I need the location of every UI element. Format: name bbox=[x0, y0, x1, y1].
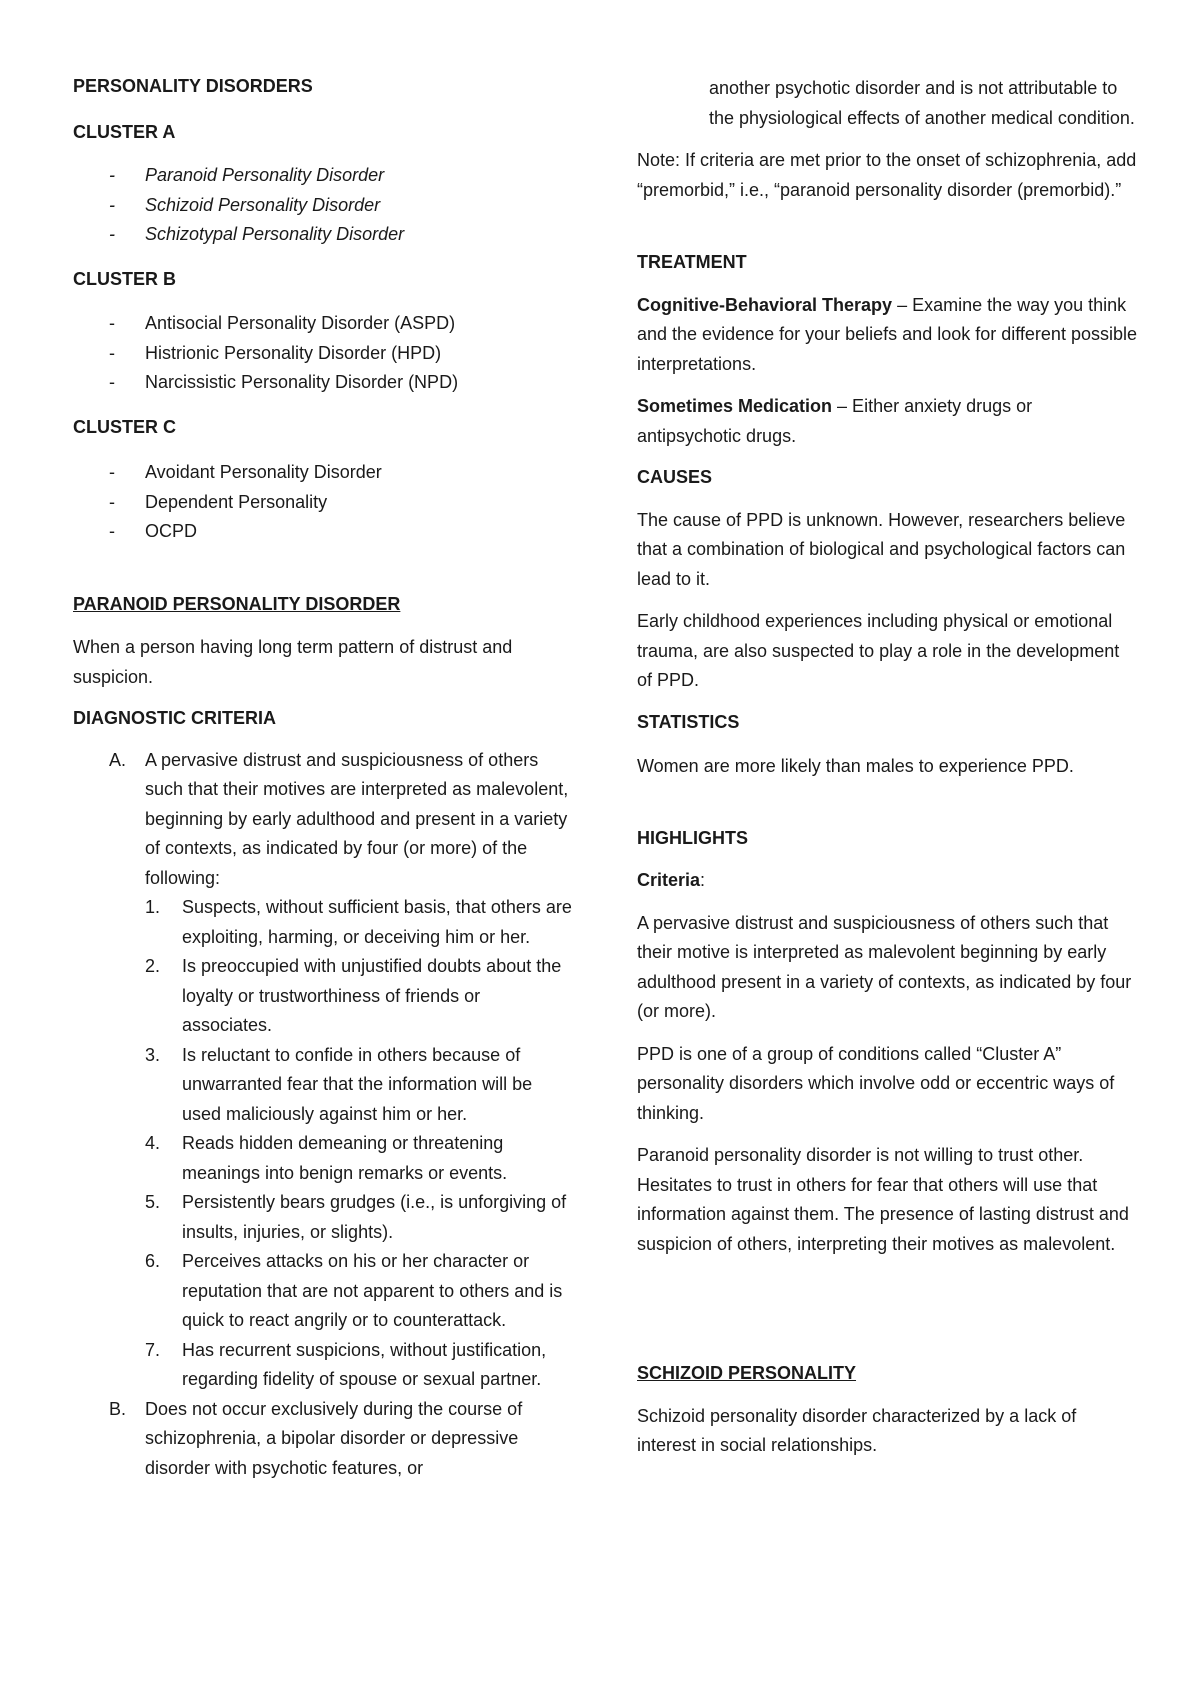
cluster-c-heading: CLUSTER C bbox=[73, 416, 176, 437]
doc-title: PERSONALITY DISORDERS bbox=[73, 76, 313, 96]
item-number: 1. bbox=[145, 897, 161, 917]
list-item bbox=[73, 1188, 573, 1247]
list-item bbox=[73, 1336, 573, 1395]
schizoid-heading: SCHIZOID PERSONALITY bbox=[637, 1363, 857, 1383]
statistics-paragraph: Women are more likely than males to experience PPD. bbox=[637, 756, 1074, 776]
item-text: Has recurrent suspicions, without justification, regarding fidelity of spouse or sexual partner. bbox=[182, 1339, 547, 1389]
list-item bbox=[73, 1041, 573, 1130]
list-item bbox=[73, 893, 573, 952]
list-item: - Schizotypal Personality Disorder bbox=[73, 220, 573, 250]
medication-text: – Either anxiety drugs or antipsychotic drugs. bbox=[637, 396, 1033, 446]
list-item: - Histrionic Personality Disorder (HPD) bbox=[73, 339, 573, 369]
list-item bbox=[73, 1129, 573, 1188]
criterion-text: A pervasive distrust and suspiciousness of others such that their motives are interpreted as malevolent, beginning by early adulthood and present in a variety of contexts, as indicated by four (or more) of the following: bbox=[145, 749, 569, 888]
item-number: 6. bbox=[145, 1251, 161, 1271]
schizoid-paragraph: Schizoid personality disorder characterized by a lack of interest in social relationships. bbox=[637, 1405, 1077, 1455]
highlights-paragraph-3: Paranoid personality disorder is not willing to trust other. Hesitates to trust in others for fear that others will use that information against them. The presence of lasting distrust and suspicion of others, interpreting their motives as malevolent. bbox=[637, 1145, 1129, 1254]
highlights-paragraph-2: PPD is one of a group of conditions called “Cluster A” personality disorders which involve odd or eccentric ways of thinking. bbox=[637, 1043, 1115, 1123]
cluster-c-list bbox=[73, 458, 573, 547]
item-text: Reads hidden demeaning or threatening meanings into benign remarks or events. bbox=[182, 1133, 508, 1183]
left-column bbox=[73, 72, 573, 1483]
causes-heading: CAUSES bbox=[637, 467, 713, 487]
causes-paragraph-1: The cause of PPD is unknown. However, researchers believe that a combination of biological and psychological factors can lead to it. bbox=[637, 509, 1126, 589]
cbt-title: Cognitive-Behavioral Therapy bbox=[637, 294, 893, 315]
ppd-heading: PARANOID PERSONALITY DISORDER bbox=[73, 593, 401, 614]
list-item: - OCPD bbox=[73, 517, 573, 547]
medication-paragraph bbox=[637, 392, 1137, 451]
list-item: - Paranoid Personality Disorder bbox=[73, 161, 573, 191]
criteria-label: Criteria bbox=[637, 870, 701, 890]
criteria-label-line bbox=[637, 866, 1137, 896]
right-column bbox=[637, 74, 1137, 1461]
item-text: Is preoccupied with unjustified doubts about the loyalty or trustworthiness of friends or associates. bbox=[182, 956, 562, 1035]
cbt-text: – Examine the way you think and the evidence for your beliefs and look for different possible interpretations. bbox=[637, 294, 1137, 374]
statistics-heading: STATISTICS bbox=[637, 711, 740, 732]
criterion-text: Does not occur exclusively during the course of schizophrenia, a bipolar disorder or depressive disorder with psychotic features, or bbox=[145, 1398, 523, 1478]
highlights-paragraph-1: A pervasive distrust and suspiciousness of others such that their motive is interpreted as malevolent beginning by early adulthood present in a variety of contexts, as indicated by four (or more). bbox=[637, 912, 1132, 1021]
list-item: - Schizoid Personality Disorder bbox=[73, 191, 573, 221]
list-item: - Antisocial Personality Disorder (ASPD) bbox=[73, 309, 573, 339]
causes-paragraph-2: Early childhood experiences including physical or emotional trauma, are also suspected to play a role in the development of PPD. bbox=[637, 611, 1120, 690]
item-text: Persistently bears grudges (i.e., is unforgiving of insults, injuries, or slights). bbox=[182, 1192, 567, 1242]
ppd-definition: When a person having long term pattern of distrust and suspicion. bbox=[73, 637, 513, 687]
cluster-b-list bbox=[73, 309, 573, 398]
criterion-b-continued: another psychotic disorder and is not attributable to the physiological effects of another medical condition. bbox=[709, 78, 1135, 128]
diagnostic-criteria-heading: DIAGNOSTIC CRITERIA bbox=[73, 708, 277, 728]
cluster-b-heading: CLUSTER B bbox=[73, 268, 176, 289]
cluster-a-heading: CLUSTER A bbox=[73, 121, 176, 142]
item-text: Suspects, without sufficient basis, that others are exploiting, harming, or deceiving him or her. bbox=[182, 897, 572, 947]
list-item: - Narcissistic Personality Disorder (NPD) bbox=[73, 368, 573, 398]
medication-title: Sometimes Medication bbox=[637, 396, 833, 416]
cbt-paragraph bbox=[637, 291, 1137, 380]
item-number: 7. bbox=[145, 1339, 161, 1360]
item-number: 4. bbox=[145, 1133, 161, 1153]
item-number: 3. bbox=[145, 1044, 161, 1065]
list-item bbox=[73, 1247, 573, 1336]
item-text: Is reluctant to confide in others because of unwarranted fear that the information will be used maliciously against him or her. bbox=[182, 1044, 533, 1124]
list-item: - Dependent Personality bbox=[73, 488, 573, 518]
list-item: - Avoidant Personality Disorder bbox=[73, 458, 573, 488]
item-number: 2. bbox=[145, 956, 161, 976]
item-text: Perceives attacks on his or her character or reputation that are not apparent to others and is quick to react angrily or to counterattack. bbox=[182, 1251, 563, 1330]
criteria-colon: : bbox=[700, 870, 706, 890]
criterion-b bbox=[73, 1395, 573, 1484]
highlights-heading: HIGHLIGHTS bbox=[637, 827, 748, 848]
item-number: 5. bbox=[145, 1192, 161, 1212]
criterion-label: A. bbox=[109, 749, 127, 770]
criterion-label: B. bbox=[109, 1398, 127, 1419]
treatment-heading: TREATMENT bbox=[637, 252, 747, 272]
cluster-a-list bbox=[73, 161, 573, 250]
premorbid-note: Note: If criteria are met prior to the onset of schizophrenia, add “premorbid,” i.e., “paranoid personality disorder (premorbid).” bbox=[637, 150, 1137, 200]
criterion-a bbox=[73, 746, 573, 894]
list-item bbox=[73, 952, 573, 1041]
